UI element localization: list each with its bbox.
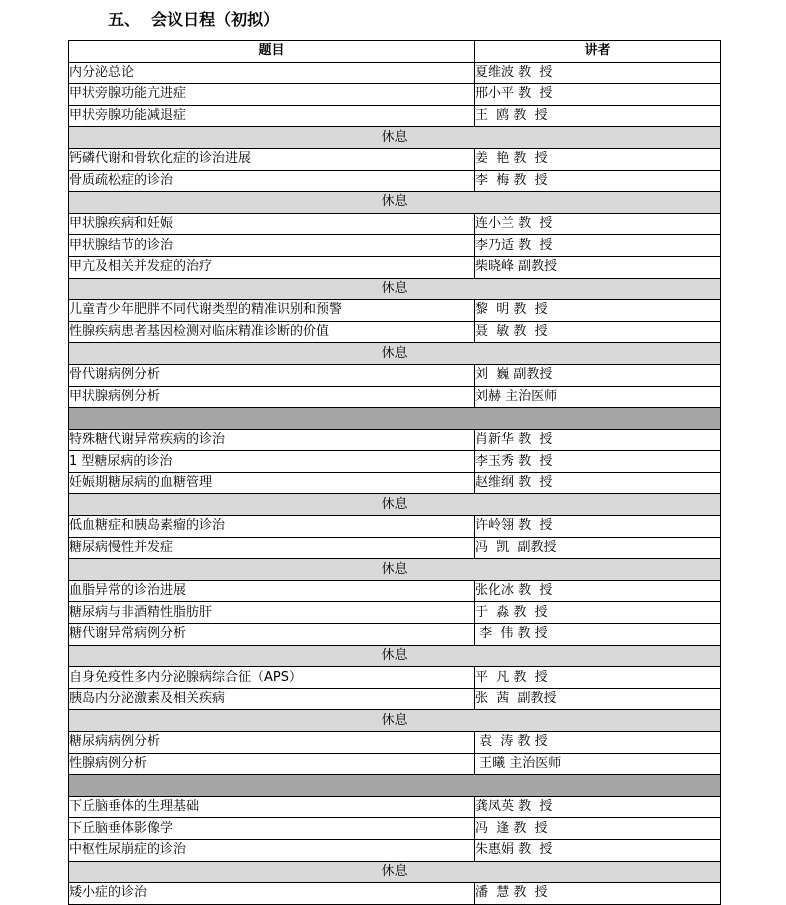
talk-speaker: 张 茜 副教授 [475, 688, 721, 710]
table-row [69, 170, 721, 192]
table-row [69, 364, 721, 386]
table-row [69, 537, 721, 559]
talk-topic: 性腺病例分析 [69, 753, 475, 775]
table-row [69, 256, 721, 278]
talk-speaker: 冯 凯 副教授 [475, 537, 721, 559]
talk-topic: 1 型糖尿病的诊治 [69, 451, 475, 473]
talk-topic: 自身免疫性多内分泌腺病综合征（APS） [69, 667, 475, 689]
talk-speaker: 连小兰 教 授 [475, 213, 721, 235]
talk-topic: 胰岛内分泌激素及相关疾病 [69, 688, 475, 710]
talk-topic: 骨代谢病例分析 [69, 364, 475, 386]
session-separator [69, 775, 721, 797]
talk-speaker: 袁 涛 教 授 [475, 732, 721, 754]
table-row [69, 321, 721, 343]
table-row [69, 818, 721, 840]
talk-speaker: 邢小平 教 授 [475, 84, 721, 106]
talk-speaker: 夏维波 教 授 [475, 62, 721, 84]
table-row [69, 516, 721, 538]
schedule-body [69, 62, 721, 904]
break-label: 休息 [69, 127, 721, 149]
break-label: 休息 [69, 278, 721, 300]
talk-topic: 甲状腺疾病和妊娠 [69, 213, 475, 235]
talk-topic: 内分泌总论 [69, 62, 475, 84]
table-row [69, 386, 721, 408]
break-row [69, 278, 721, 300]
break-label: 休息 [69, 861, 721, 883]
talk-speaker: 肖新华 教 授 [475, 429, 721, 451]
break-label: 休息 [69, 710, 721, 732]
table-row [69, 84, 721, 106]
break-row [69, 343, 721, 365]
table-row [69, 688, 721, 710]
talk-speaker: 李 伟 教 授 [475, 624, 721, 646]
table-row [69, 213, 721, 235]
talk-speaker: 刘赫 主治医师 [475, 386, 721, 408]
table-row [69, 883, 721, 905]
talk-topic: 糖尿病病例分析 [69, 732, 475, 754]
talk-topic: 骨质疏松症的诊治 [69, 170, 475, 192]
table-row [69, 839, 721, 861]
talk-speaker: 王曦 主治医师 [475, 753, 721, 775]
session-separator [69, 408, 721, 430]
break-row [69, 861, 721, 883]
talk-topic: 甲状旁腺功能减退症 [69, 105, 475, 127]
table-row [69, 667, 721, 689]
table-row [69, 62, 721, 84]
talk-speaker: 刘 巍 副教授 [475, 364, 721, 386]
break-row [69, 192, 721, 214]
table-row [69, 451, 721, 473]
break-label: 休息 [69, 343, 721, 365]
table-row [69, 235, 721, 257]
talk-speaker: 赵维纲 教 授 [475, 472, 721, 494]
break-label: 休息 [69, 494, 721, 516]
table-row [69, 796, 721, 818]
talk-topic: 甲状腺结节的诊治 [69, 235, 475, 257]
break-row [69, 645, 721, 667]
talk-topic: 下丘脑垂体的生理基础 [69, 796, 475, 818]
table-row [69, 148, 721, 170]
talk-speaker: 潘 慧 教 授 [475, 883, 721, 905]
session-separator-row [69, 775, 721, 797]
talk-speaker: 龚凤英 教 授 [475, 796, 721, 818]
talk-topic: 血脂异常的诊治进展 [69, 580, 475, 602]
talk-speaker: 许岭翎 教 授 [475, 516, 721, 538]
talk-topic: 甲亢及相关并发症的治疗 [69, 256, 475, 278]
talk-topic: 特殊糖代谢异常疾病的诊治 [69, 429, 475, 451]
table-row [69, 732, 721, 754]
table-row [69, 624, 721, 646]
talk-topic: 钙磷代谢和骨软化症的诊治进展 [69, 148, 475, 170]
talk-topic: 糖尿病与非酒精性脂肪肝 [69, 602, 475, 624]
talk-topic: 下丘脑垂体影像学 [69, 818, 475, 840]
talk-speaker: 平 凡 教 授 [475, 667, 721, 689]
break-row [69, 127, 721, 149]
break-row [69, 559, 721, 581]
talk-topic: 性腺疾病患者基因检测对临床精准诊断的价值 [69, 321, 475, 343]
talk-speaker: 张化冰 教 授 [475, 580, 721, 602]
table-row [69, 472, 721, 494]
column-header-speaker: 讲者 [475, 41, 721, 63]
talk-topic: 矮小症的诊治 [69, 883, 475, 905]
schedule-table [68, 40, 721, 905]
break-label: 休息 [69, 192, 721, 214]
table-row [69, 105, 721, 127]
talk-speaker: 聂 敏 教 授 [475, 321, 721, 343]
talk-speaker: 冯 逢 教 授 [475, 818, 721, 840]
table-row [69, 300, 721, 322]
column-header-topic: 题目 [69, 41, 475, 63]
talk-speaker: 黎 明 教 授 [475, 300, 721, 322]
break-row [69, 494, 721, 516]
talk-speaker: 朱惠娟 教 授 [475, 839, 721, 861]
talk-speaker: 柴晓峰 副教授 [475, 256, 721, 278]
session-separator-row [69, 408, 721, 430]
table-row [69, 602, 721, 624]
talk-speaker: 姜 艳 教 授 [475, 148, 721, 170]
talk-topic: 甲状旁腺功能亢进症 [69, 84, 475, 106]
talk-topic: 甲状腺病例分析 [69, 386, 475, 408]
talk-topic: 低血糖症和胰岛素瘤的诊治 [69, 516, 475, 538]
break-label: 休息 [69, 645, 721, 667]
talk-speaker: 王 鸥 教 授 [475, 105, 721, 127]
talk-topic: 糖代谢异常病例分析 [69, 624, 475, 646]
talk-speaker: 李 梅 教 授 [475, 170, 721, 192]
talk-topic: 妊娠期糖尿病的血糖管理 [69, 472, 475, 494]
table-row [69, 753, 721, 775]
talk-speaker: 李乃适 教 授 [475, 235, 721, 257]
talk-speaker: 李玉秀 教 授 [475, 451, 721, 473]
break-label: 休息 [69, 559, 721, 581]
talk-topic: 儿童青少年肥胖不同代谢类型的精准识别和预警 [69, 300, 475, 322]
talk-speaker: 于 淼 教 授 [475, 602, 721, 624]
talk-topic: 中枢性尿崩症的诊治 [69, 839, 475, 861]
table-row [69, 580, 721, 602]
table-row [69, 429, 721, 451]
talk-topic: 糖尿病慢性并发症 [69, 537, 475, 559]
table-header-row [69, 41, 721, 63]
section-title: 五、 会议日程（初拟） [108, 10, 280, 29]
break-row [69, 710, 721, 732]
